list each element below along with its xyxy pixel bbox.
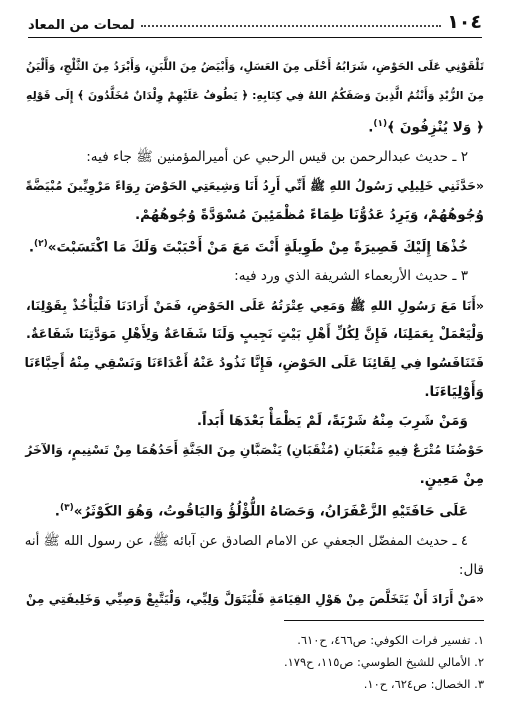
text-line: خُذْهَا إِلَيْكَ قَصِيرَةً مِنْ طَوِيلَةٍ أَنْتَ مَعَ مَنْ أَحْبَبْتَ وَلَكَ مَا اكْتَسَبْتَ»$^{(٢)}$. [28, 238, 468, 256]
text-line: تَلْقَوْنِي عَلَى الحَوْضِ، شَرَابُهُ أَحْلَى مِنَ العَسَلِ، وَأَبْيَضُ مِنَ اللَّبَنِ، وَأَبْرَدُ مِنَ الثَّلْجِ، وَأَلْيَنُ [26, 60, 484, 73]
text-line: ٤ ـ حديث المفضّل الجعفي عن الامام الصادق عن آبائه ﷺ، عن رسول الله ﷺ أنه [24, 533, 468, 549]
text-line: «مَنْ أَرَادَ أَنْ يَتَخَلَّصَ مِنْ هَوْلِ القِيَامَةِ فَلْيَتَوَلَّ وَلِيِّي، وَلْيَتَّبِعْ وَصِيِّي وَخَلِيفَتِي مِنْ [26, 591, 484, 606]
text-line: فَتَنَافَسُوا فِي لِقَائِنَا عَلَى الحَوْضِ، فَإِنَّا نَذُودُ عَنْهُ أَعْدَاءَنَا وَنَسْقِي مِنْهُ أَحِبَّاءَنَا [24, 356, 484, 372]
text-line: وَلْيَعْمَلْ بِعَمَلِنَا، فَإِنَّ لِكُلِّ أَهْلِ بَيْتٍ نَجِيبٍ وَلَنَا شَفَاعَةٌ وَلِأَهْلِ مَوَدَّتِنَا شَفَاعَةٌ. [26, 327, 484, 343]
footnotes [284, 620, 484, 695]
text-line: ٣ ـ حديث الأربعماء الشريفة الذي ورد فيه: [234, 268, 468, 285]
footnote-ref: (١) [373, 119, 388, 129]
text-line: وَأَوْلِيَاءَنَا. [424, 384, 484, 401]
page-number: ١٠٤ [447, 11, 482, 33]
text-line: وَمَنْ شَرِبَ مِنْهُ شَرْبَةً، لَمْ يَظْمَأْ بَعْدَهَا أَبَداً. [196, 413, 468, 430]
main-text [26, 52, 484, 614]
header-dot-leader [141, 25, 442, 27]
text-line: مِنَ الزُّبْدِ وَأَنْتُمُ الَّذِينَ وَصَفَكُمُ اللهُ فِي كِتَابِهِ: ﴿ يَطُوفُ عَلَيْهِمْ وِلْدَانٌ مُخَلَّدُونَ ﴾ إِلَى قَوْلِهِ [26, 89, 484, 102]
page-header [28, 10, 482, 38]
text-line: قال: [458, 561, 484, 578]
text-line: ﴿ وَلا يُنْزِفُونَ ﴾$^{(١)}$. [368, 119, 484, 136]
running-title: لمحات من المعاد [28, 18, 135, 33]
text-line: «أَنَا مَعَ رَسُولِ اللهِ ﷺ وَمَعِي عِتْرَتُهُ عَلَى الحَوْضِ، فَمَنْ أَرَادَنَا فَلْيَأْخُذْ بِقَوْلِنَا، [26, 298, 484, 314]
text-line: حَوْضُنَا مُتْرَعٌ فِيهِ مَثْعَبَانِ (مُثْقَبَانِ) يَنْصَبَّانِ مِنَ الجَنَّةِ أَحَدُهُمَا مِنْ تَسْنِيمٍ، وَالآخَرُ [25, 443, 484, 458]
text-line: وُجُوهُهُمْ، وَيَرِدُ عَدُوُّنَا ظِمَاءً مُظْمَئِينَ مُسْوَدَّةً وُجُوهُهُمْ. [134, 206, 484, 223]
footnote: ٢. الأمالي للشيخ الطوسي: ص١١٥، ح١٧٩. [283, 655, 484, 669]
footnote-ref: (٣) [59, 503, 74, 514]
text-line: مِنْ مَعِينٍ. [419, 471, 484, 488]
footnote-ref: (٢) [33, 238, 48, 249]
text-line: ٢ ـ حديث عبدالرحمن بن قيس الرحبي عن أميرالمؤمنين ﷺ جاء فيه: [86, 148, 468, 165]
text-line: «حَدَّثَنِي خَلِيلِي رَسُولُ اللهِ ﷺ أَنِّي أَرِدُ أَنَا وَشِيعَتِي الحَوْضَ رِوَاءً مَرْوِيِّينَ مُبْيَضَّةً [25, 178, 484, 193]
footnote: ٣. الخصال: ص٦٢٤، ح١٠. [363, 677, 484, 691]
footnote: ١. تفسير فرات الكوفي: ص٤٦٦، ح٦١٠. [297, 633, 484, 647]
text-line: عَلَى حَافَتَيْهِ الزَّعْفَرَانُ، وَحَصَاهُ اللُّؤْلُؤُ وَاليَاقُوتُ، وَهُوَ الكَوْثَرُ»$^{(٣)}$. [54, 503, 468, 520]
